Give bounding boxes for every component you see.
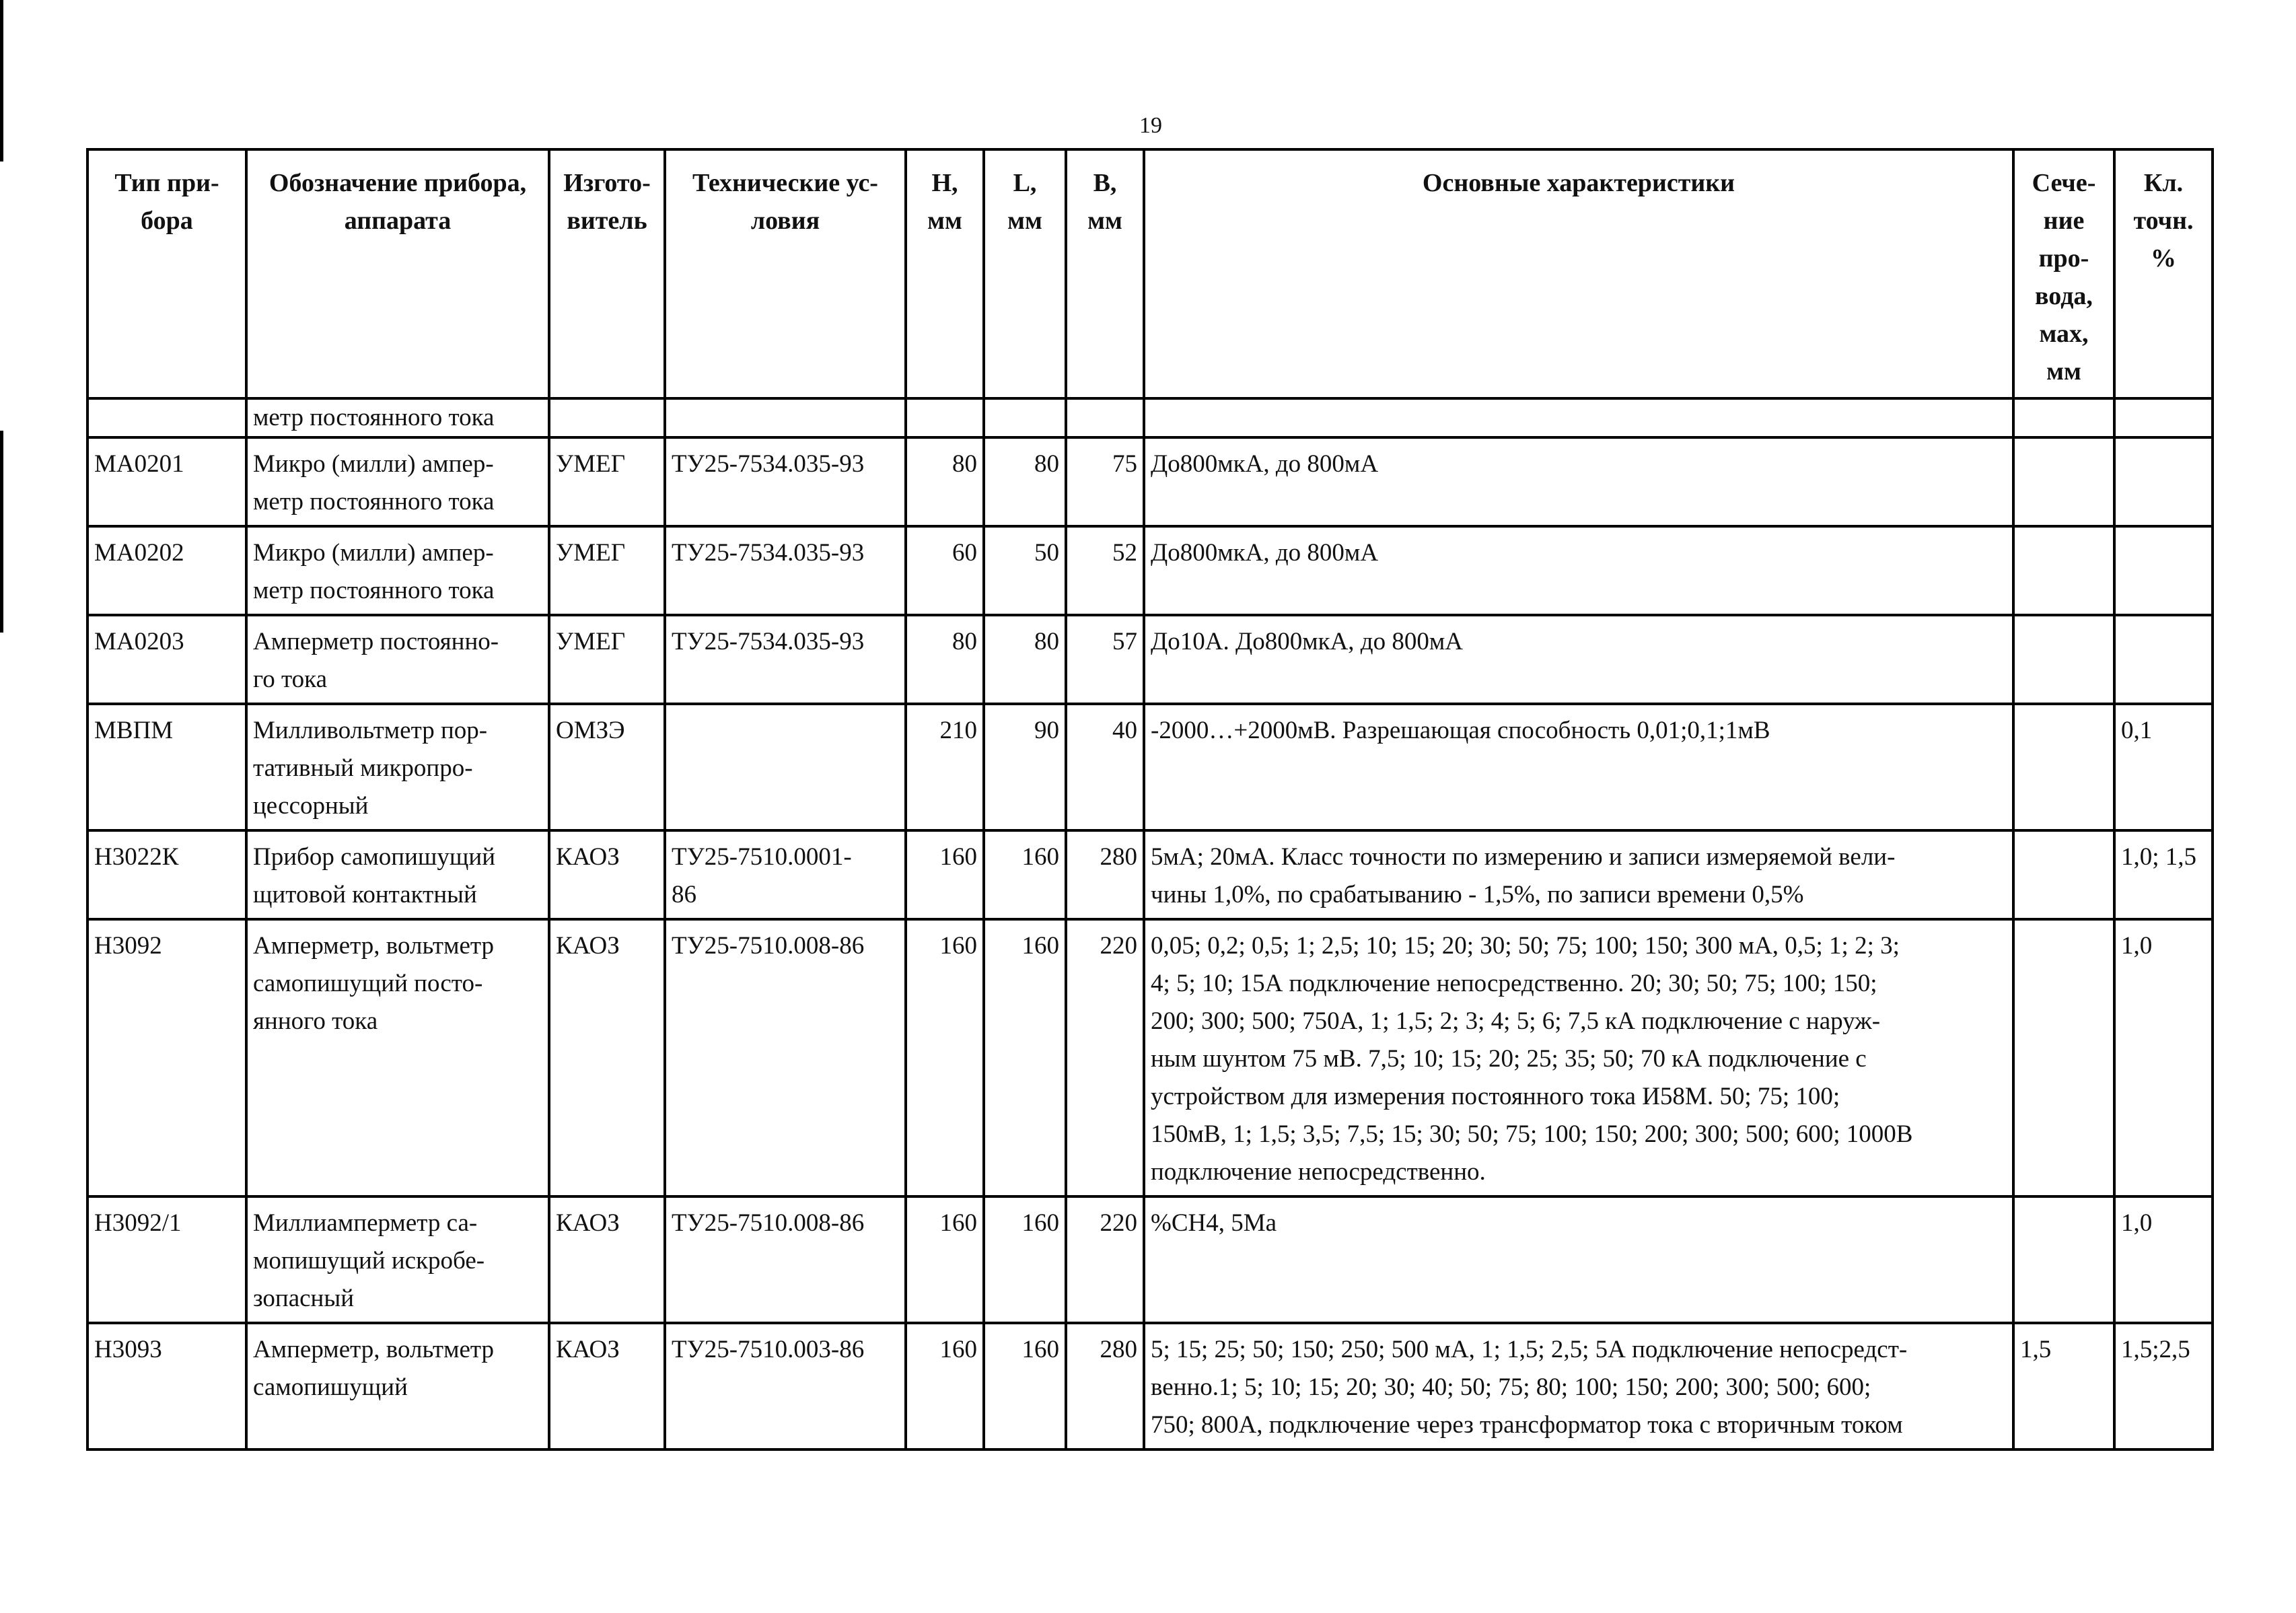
cell-specs: [1144, 615, 2013, 704]
cell-accuracy: [2114, 1196, 2213, 1323]
cell-h: [906, 398, 984, 437]
cell-designation: [246, 1323, 549, 1449]
cell-tech-text: ТУ25-7510.008-86: [672, 932, 865, 960]
cell-h-text: 80: [952, 628, 977, 655]
cell-section: [2013, 919, 2114, 1196]
cell-type: [87, 704, 246, 830]
cell-h: [906, 704, 984, 830]
cell-l: [984, 704, 1066, 830]
cell-designation-text: Милливольтметр пор- тативный микропро- цессорный: [253, 717, 488, 820]
cell-maker-text: УМЕГ: [556, 628, 626, 655]
cell-accuracy: [2114, 1323, 2213, 1449]
cell-specs-text: %СН4, 5Ма: [1151, 1209, 1277, 1237]
cell-l-text: 160: [1021, 932, 1059, 960]
cell-maker-text: КАОЗ: [556, 1336, 620, 1363]
cell-designation: [246, 437, 549, 526]
table-row: [87, 615, 2213, 704]
cell-h-text: 80: [952, 450, 977, 478]
cell-designation: [246, 919, 549, 1196]
cell-l: [984, 526, 1066, 615]
cell-type-text: МВПМ: [94, 717, 174, 744]
cell-h: [906, 437, 984, 526]
cell-specs: [1144, 704, 2013, 830]
table-header-row: [87, 149, 2213, 398]
cell-designation: [246, 615, 549, 704]
cell-h-text: 160: [939, 1209, 977, 1237]
cell-accuracy: [2114, 919, 2213, 1196]
column-header-l: [984, 149, 1066, 398]
table-row: [87, 1196, 2213, 1323]
cell-section: [2013, 615, 2114, 704]
cell-maker: [549, 830, 665, 919]
cell-specs-text: 5; 15; 25; 50; 150; 250; 500 мА, 1; 1,5; 2,5; 5А подключение непосредст- венно.1; 5; 10; 15; 20; 30; 40; 50; 75; 80; 100; 150; 200; 300; 500; 600; 750; 800А, подключение через трансформатор тока с вторичным током: [1151, 1336, 1908, 1439]
cell-b: [1066, 615, 1144, 704]
cell-section: [2013, 1196, 2114, 1323]
cell-b-text: 40: [1112, 717, 1137, 744]
cell-maker-text: УМЕГ: [556, 450, 626, 478]
column-header-label: В, мм: [1087, 169, 1122, 235]
cell-l: [984, 437, 1066, 526]
table-row: [87, 1323, 2213, 1449]
cell-designation-text: Микро (милли) ампер- метр постоянного тока: [253, 450, 495, 515]
cell-specs: [1144, 398, 2013, 437]
cell-designation: [246, 1196, 549, 1323]
cell-specs: [1144, 919, 2013, 1196]
cell-accuracy: [2114, 704, 2213, 830]
cell-l-text: 160: [1021, 1209, 1059, 1237]
column-header-specs: [1144, 149, 2013, 398]
cell-specs: [1144, 830, 2013, 919]
cell-accuracy-text: 0,1: [2121, 717, 2153, 744]
cell-l-text: 160: [1021, 1336, 1059, 1363]
cell-accuracy-text: 1,5;2,5: [2121, 1336, 2190, 1363]
table-row: [87, 704, 2213, 830]
cell-accuracy: [2114, 830, 2213, 919]
column-header-b: [1066, 149, 1144, 398]
column-header-label: Сече- ние про- вода, мах, мм: [2032, 169, 2096, 386]
page-number: 19: [1139, 113, 1162, 138]
column-header-designation: [246, 149, 549, 398]
cell-tech: [665, 398, 906, 437]
cell-specs-text: -2000…+2000мВ. Разрешающая способность 0,01;0,1;1мВ: [1151, 717, 1770, 744]
cell-tech: [665, 437, 906, 526]
column-header-tech: [665, 149, 906, 398]
column-header-maker: [549, 149, 665, 398]
table-row: [87, 919, 2213, 1196]
cell-tech-text: ТУ25-7534.035-93: [672, 450, 865, 478]
cell-tech: [665, 1323, 906, 1449]
table-row: [87, 437, 2213, 526]
cell-b: [1066, 704, 1144, 830]
cell-specs: [1144, 437, 2013, 526]
cell-section: [2013, 704, 2114, 830]
cell-maker: [549, 398, 665, 437]
cell-maker-text: КАОЗ: [556, 1209, 620, 1237]
cell-type-text: МА0202: [94, 539, 184, 567]
cell-designation: [246, 704, 549, 830]
cell-l: [984, 919, 1066, 1196]
cell-designation-text: Амперметр постоянно- го тока: [253, 628, 499, 693]
cell-type-text: МА0203: [94, 628, 184, 655]
column-header-section: [2013, 149, 2114, 398]
cell-h: [906, 526, 984, 615]
cell-maker: [549, 526, 665, 615]
cell-type-text: Н3092: [94, 932, 162, 960]
cell-l: [984, 830, 1066, 919]
cell-h-text: 160: [939, 1336, 977, 1363]
cell-type-text: Н3092/1: [94, 1209, 182, 1237]
cell-designation-text: Амперметр, вольтметр самопишущий: [253, 1336, 495, 1401]
cell-tech: [665, 615, 906, 704]
cell-designation-text: Микро (милли) ампер- метр постоянного тока: [253, 539, 495, 604]
cell-maker-text: ОМЗЭ: [556, 717, 625, 744]
cell-tech-text: ТУ25-7534.035-93: [672, 628, 865, 655]
cell-h: [906, 830, 984, 919]
cell-designation: метр постоянного тока: [246, 398, 549, 437]
cell-tech-text: ТУ25-7510.008-86: [672, 1209, 865, 1237]
cell-h: [906, 1196, 984, 1323]
cell-tech: [665, 1196, 906, 1323]
column-header-label: L, мм: [1007, 169, 1042, 235]
column-header-label: Н, мм: [927, 169, 962, 235]
cell-tech: [665, 526, 906, 615]
cell-type: [87, 1323, 246, 1449]
cell-accuracy-text: 1,0; 1,5: [2121, 843, 2197, 871]
cell-specs: [1144, 1196, 2013, 1323]
cell-type: [87, 919, 246, 1196]
cell-accuracy: [2114, 526, 2213, 615]
cell-maker: [549, 1196, 665, 1323]
cell-l-text: 80: [1034, 628, 1059, 655]
cell-type: [87, 830, 246, 919]
cell-specs-text: До800мкА, до 800мА: [1151, 450, 1379, 478]
cell-b-text: 52: [1112, 539, 1137, 567]
cell-tech-text: ТУ25-7534.035-93: [672, 539, 865, 567]
cell-tech-text: ТУ25-7510.003-86: [672, 1336, 865, 1363]
cell-type: [87, 437, 246, 526]
cell-section: [2013, 830, 2114, 919]
cell-l: [984, 398, 1066, 437]
cell-type-text: Н3093: [94, 1336, 162, 1363]
cell-l: [984, 1196, 1066, 1323]
column-header-type: [87, 149, 246, 398]
cell-l-text: 160: [1021, 843, 1059, 871]
cell-h-text: 160: [939, 843, 977, 871]
cell-specs: [1144, 526, 2013, 615]
cell-l-text: 90: [1034, 717, 1059, 744]
cell-specs: [1144, 1323, 2013, 1449]
cell-h-text: 60: [952, 539, 977, 567]
cell-section: [2013, 1323, 2114, 1449]
cell-designation: [246, 830, 549, 919]
column-header-label: Обозначение прибора, аппарата: [268, 169, 527, 235]
cell-section: [2013, 437, 2114, 526]
cell-b-text: 220: [1100, 1209, 1137, 1237]
cell-maker-text: КАОЗ: [556, 843, 620, 871]
column-header-label: Кл. точн. %: [2133, 169, 2194, 273]
cell-h: [906, 919, 984, 1196]
cell-designation-text: Амперметр, вольтметр самопишущий посто- янного тока: [253, 932, 495, 1035]
table-row: [87, 830, 2213, 919]
cell-maker: [549, 1323, 665, 1449]
cell-accuracy: [2114, 615, 2213, 704]
cell-b: [1066, 1196, 1144, 1323]
cell-maker-text: УМЕГ: [556, 539, 626, 567]
cell-l-text: 80: [1034, 450, 1059, 478]
cell-type: [87, 526, 246, 615]
cell-tech: [665, 919, 906, 1196]
cell-b-text: 280: [1100, 843, 1137, 871]
cell-l: [984, 1323, 1066, 1449]
cell-b: [1066, 1323, 1144, 1449]
cell-accuracy: [2114, 398, 2213, 437]
cell-b: [1066, 526, 1144, 615]
cell-accuracy: [2114, 437, 2213, 526]
cell-designation-text: Миллиамперметр са- мопишущий искробе- зопасный: [253, 1209, 485, 1312]
cell-h-text: 160: [939, 932, 977, 960]
cell-h: [906, 615, 984, 704]
cell-b: [1066, 398, 1144, 437]
table-row: [87, 526, 2213, 615]
cell-section: [2013, 398, 2114, 437]
cell-maker: [549, 919, 665, 1196]
cell-type: [87, 1196, 246, 1323]
column-header-label: Основные характеристики: [1422, 169, 1735, 197]
cell-maker: [549, 437, 665, 526]
cell-b-text: 220: [1100, 932, 1137, 960]
column-header-label: Тип при- бора: [114, 169, 219, 235]
cell-b-text: 75: [1112, 450, 1137, 478]
cell-designation-text: Прибор самопишущий щитовой контактный: [253, 843, 495, 908]
cell-designation: [246, 526, 549, 615]
cell-tech-text: ТУ25-7510.0001- 86: [672, 843, 852, 908]
cell-section-text: 1,5: [2020, 1336, 2052, 1363]
column-header-label: Изгото- витель: [563, 169, 651, 235]
cell-b: [1066, 919, 1144, 1196]
cell-accuracy-text: 1,0: [2121, 932, 2153, 960]
cell-b-text: 280: [1100, 1336, 1137, 1363]
cell-section: [2013, 526, 2114, 615]
cell-b: [1066, 437, 1144, 526]
cell-b: [1066, 830, 1144, 919]
cell-maker: [549, 704, 665, 830]
cell-tech: [665, 830, 906, 919]
cell-b-text: 57: [1112, 628, 1137, 655]
table-row-continuation: [87, 398, 2213, 437]
cell-tech: [665, 704, 906, 830]
column-header-h: [906, 149, 984, 398]
instrument-spec-table: [86, 148, 2214, 1451]
scan-edge-mark: [0, 0, 3, 162]
cell-type: [87, 398, 246, 437]
cell-specs-text: До800мкА, до 800мА: [1151, 539, 1379, 567]
cell-maker-text: КАОЗ: [556, 932, 620, 960]
cell-h: [906, 1323, 984, 1449]
scan-edge-mark: [0, 431, 3, 633]
cell-accuracy-text: 1,0: [2121, 1209, 2153, 1237]
cell-type-text: Н3022К: [94, 843, 179, 871]
column-header-accuracy: [2114, 149, 2213, 398]
cell-l: [984, 615, 1066, 704]
cell-specs-text: 0,05; 0,2; 0,5; 1; 2,5; 10; 15; 20; 30; 50; 75; 100; 150; 300 мА, 0,5; 1; 2; 3; 4; 5; 10; 15А подключение непосредственно. 20; 30; 50; 75; 100; 150; 200; 300; 500; 750А, 1; 1,5; 2; 3; 4; 5; 6; 7,5 кА подключение с наруж- ным шунтом 75 мВ. 7,5; 10; 15; 20; 25; 35; 50; 70 кА подключение с устройством для измерения постоянного тока И58М. 50; 75; 100; 150мВ, 1; 1,5; 3,5; 7,5; 15; 30; 50; 75; 100; 150; 200; 300; 500; 600; 1000В подключение непосредственно.: [1151, 932, 1913, 1186]
cell-h-text: 210: [939, 717, 977, 744]
column-header-label: Технические ус- ловия: [692, 169, 878, 235]
cell-specs-text: До10А. До800мкА, до 800мА: [1151, 628, 1464, 655]
cell-l-text: 50: [1034, 539, 1059, 567]
cell-specs-text: 5мА; 20мА. Класс точности по измерению и записи измеряемой вели- чины 1,0%, по срабатыванию - 1,5%, по записи времени 0,5%: [1151, 843, 1896, 908]
cell-type: [87, 615, 246, 704]
cell-type-text: МА0201: [94, 450, 184, 478]
cell-maker: [549, 615, 665, 704]
